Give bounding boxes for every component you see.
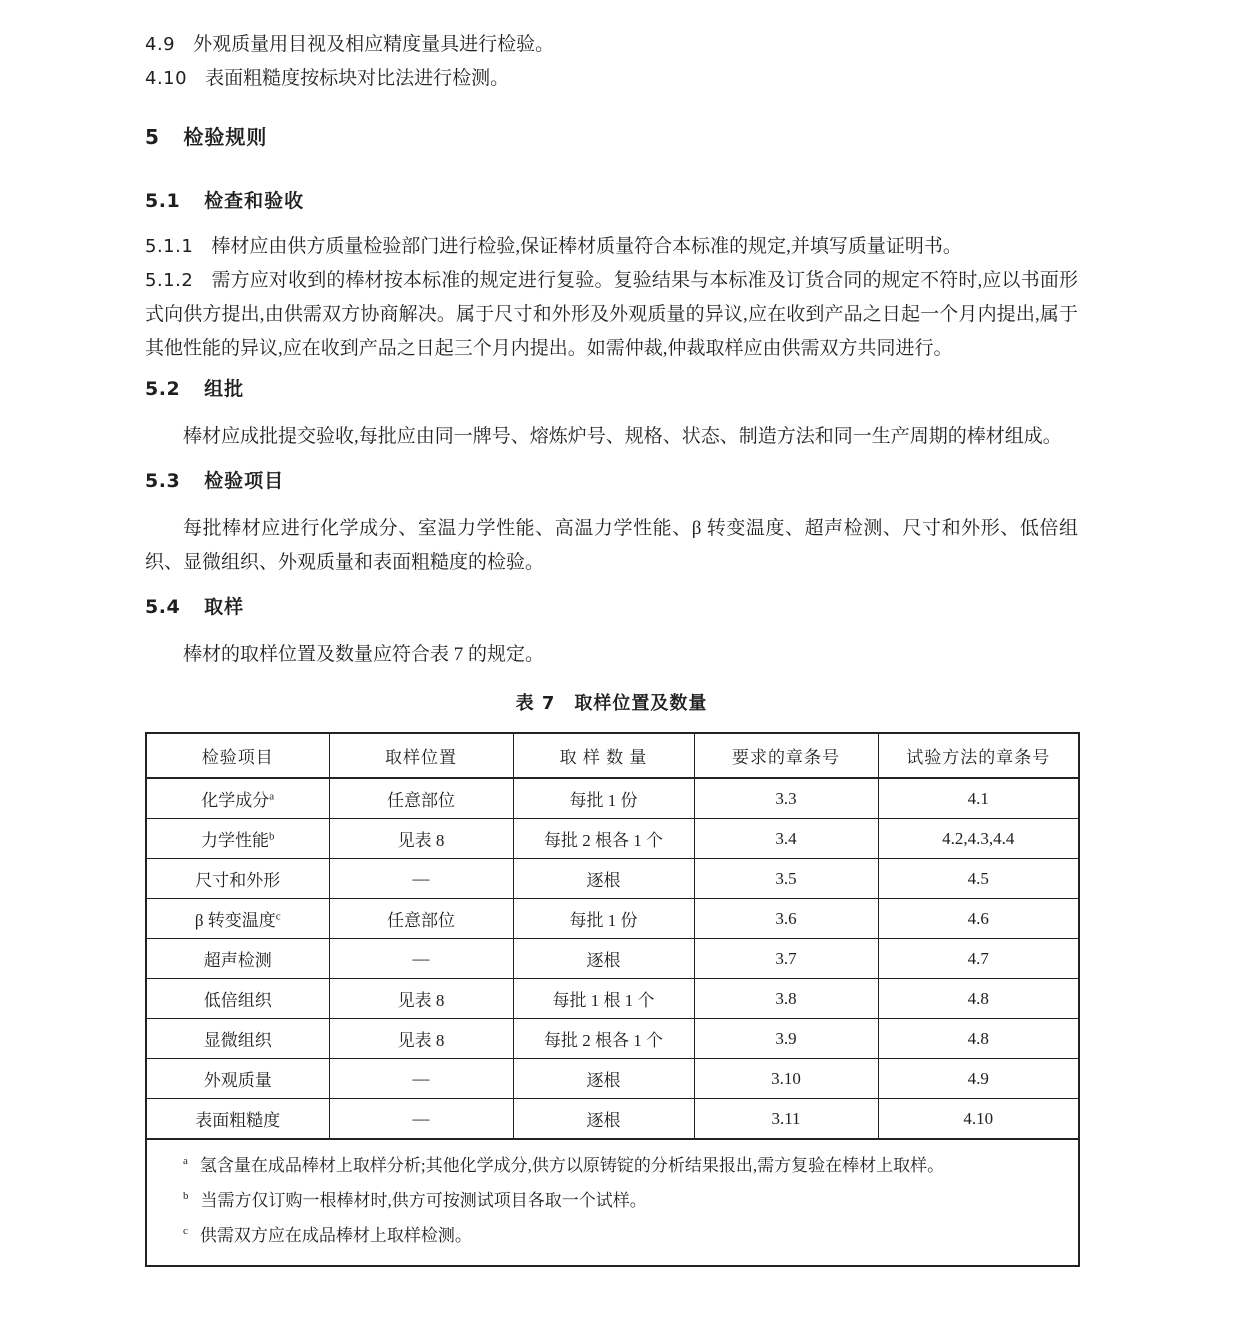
cell-method: 4.5	[878, 859, 1079, 899]
col-header-item: 检验项目	[146, 733, 329, 778]
cell-item: 外观质量	[146, 1059, 329, 1099]
cell-position: —	[329, 859, 513, 899]
cell-position: —	[329, 1059, 513, 1099]
cell-quantity: 逐根	[513, 939, 694, 979]
heading-title: 组批	[204, 378, 245, 400]
para-5-4: 棒材的取样位置及数量应符合表 7 的规定。	[183, 644, 545, 665]
cell-item: 低倍组织	[146, 979, 329, 1019]
table-row	[146, 979, 1079, 1019]
cell-quantity: 逐根	[513, 1099, 694, 1140]
col-header-quantity: 取 样 数 量	[513, 733, 694, 778]
heading-number: 5.2	[145, 378, 181, 400]
cell-item: 化学成分$^a$	[146, 778, 329, 819]
table-header-row	[146, 733, 1079, 778]
footnote-ref: c	[275, 910, 281, 923]
heading-number: 5	[145, 125, 160, 149]
cell-quantity: 逐根	[513, 859, 694, 899]
table-row	[146, 819, 1079, 859]
heading-number: 5.4	[145, 596, 181, 618]
section-heading-5-4	[145, 592, 1078, 622]
cell-position: 见表 8	[329, 819, 513, 859]
clause-number: 4.10	[145, 68, 188, 89]
table-row	[146, 939, 1079, 979]
heading-number: 5.1	[145, 190, 181, 212]
cell-method: 4.6	[878, 899, 1079, 939]
cell-requirement: 3.10	[694, 1059, 878, 1099]
cell-item: 尺寸和外形	[146, 859, 329, 899]
heading-title: 检验项目	[204, 470, 285, 492]
footnote-b	[183, 1183, 1060, 1218]
cell-item: 显微组织	[146, 1019, 329, 1059]
cell-item: 表面粗糙度	[146, 1099, 329, 1140]
table-row	[146, 899, 1079, 939]
cell-item: β 转变温度$^c$	[146, 899, 329, 939]
col-header-requirement: 要求的章条号	[694, 733, 878, 778]
document-page	[145, 28, 1078, 1267]
cell-position: 任意部位	[329, 899, 513, 939]
table-row	[146, 1099, 1079, 1140]
section-heading-5-1	[145, 186, 1078, 216]
clause-text: 表面粗糙度按标块对比法进行检测。	[205, 68, 510, 89]
heading-title: 检验规则	[183, 125, 268, 149]
clause-text: 外观质量用目视及相应精度量具进行检验。	[193, 34, 555, 55]
cell-quantity: 每批 1 份	[513, 778, 694, 819]
heading-title: 取样	[204, 596, 245, 618]
cell-item: 力学性能$^b$	[146, 819, 329, 859]
cell-method: 4.1	[878, 778, 1079, 819]
cell-quantity: 每批 1 份	[513, 899, 694, 939]
col-header-method: 试验方法的章条号	[878, 733, 1079, 778]
para-5-2: 棒材应成批提交验收,每批应由同一牌号、熔炼炉号、规格、状态、制造方法和同一生产周期的棒材组成。	[183, 426, 1062, 447]
cell-position: 任意部位	[329, 778, 513, 819]
para-5-3: 每批棒材应进行化学成分、室温力学性能、高温力学性能、β 转变温度、超声检测、尺寸和外形、低倍组织、显微组织、外观质量和表面粗糙度的检验。	[145, 518, 1078, 573]
cell-method: 4.9	[878, 1059, 1079, 1099]
section-heading-5	[145, 122, 1078, 152]
cell-requirement: 3.6	[694, 899, 878, 939]
cell-quantity: 每批 2 根各 1 个	[513, 819, 694, 859]
footnote-text: 氢含量在成品棒材上取样分析;其他化学成分,供方以原铸锭的分析结果报出,需方复验在棒材上取样。	[199, 1156, 945, 1175]
table-footnotes	[146, 1139, 1079, 1266]
table-row	[146, 859, 1079, 899]
cell-item: 超声检测	[146, 939, 329, 979]
clause-number: 5.1.2	[145, 270, 194, 291]
clause-4-9	[145, 28, 1078, 62]
cell-quantity: 每批 2 根各 1 个	[513, 1019, 694, 1059]
clause-text: 需方应对收到的棒材按本标准的规定进行复验。复验结果与本标准及订货合同的规定不符时,应以书面形式向供方提出,由供需双方协商解决。属于尺寸和外形及外观质量的异议,应在收到产品之日起一个月内提出,属于其他性能的异议,应在收到产品之日起三个月内提出。如需仲裁,仲裁取样应由供需双方共同进行。	[145, 270, 1078, 359]
table-row	[146, 1019, 1079, 1059]
cell-requirement: 3.11	[694, 1099, 878, 1140]
table-row	[146, 778, 1079, 819]
cell-quantity: 逐根	[513, 1059, 694, 1099]
cell-quantity: 每批 1 根 1 个	[513, 979, 694, 1019]
footnote-ref: b	[269, 830, 275, 843]
footnote-marker: b	[183, 1190, 189, 1203]
heading-number: 5.3	[145, 470, 181, 492]
cell-requirement: 3.3	[694, 778, 878, 819]
clause-number: 4.9	[145, 34, 176, 55]
footnote-c	[183, 1218, 1060, 1253]
section-heading-5-3	[145, 466, 1078, 496]
cell-position: —	[329, 1099, 513, 1140]
footnote-marker: a	[183, 1155, 188, 1168]
footnote-ref: a	[269, 790, 275, 803]
heading-title: 检查和验收	[204, 190, 305, 212]
cell-position: 见表 8	[329, 1019, 513, 1059]
section-heading-5-2	[145, 374, 1078, 404]
cell-method: 4.10	[878, 1099, 1079, 1140]
cell-method: 4.8	[878, 979, 1079, 1019]
table-footnotes-row	[146, 1139, 1079, 1266]
cell-position: —	[329, 939, 513, 979]
clause-4-10	[145, 62, 1078, 96]
cell-method: 4.2,4.3,4.4	[878, 819, 1079, 859]
clause-text: 棒材应由供方质量检验部门进行检验,保证棒材质量符合本标准的规定,并填写质量证明书。	[211, 236, 962, 257]
cell-requirement: 3.7	[694, 939, 878, 979]
clause-5-1-2	[145, 264, 1078, 366]
col-header-position: 取样位置	[329, 733, 513, 778]
cell-requirement: 3.8	[694, 979, 878, 1019]
cell-position: 见表 8	[329, 979, 513, 1019]
cell-requirement: 3.5	[694, 859, 878, 899]
footnote-marker: c	[183, 1225, 188, 1238]
table7	[145, 732, 1080, 1267]
clause-number: 5.1.1	[145, 236, 194, 257]
cell-requirement: 3.4	[694, 819, 878, 859]
table-row	[146, 1059, 1079, 1099]
footnote-text: 供需双方应在成品棒材上取样检测。	[199, 1226, 472, 1245]
footnote-a	[183, 1148, 1060, 1183]
cell-method: 4.8	[878, 1019, 1079, 1059]
footnote-text: 当需方仅订购一根棒材时,供方可按测试项目各取一个试样。	[200, 1191, 647, 1210]
cell-requirement: 3.9	[694, 1019, 878, 1059]
clause-5-1-1	[145, 230, 1078, 264]
cell-method: 4.7	[878, 939, 1079, 979]
table-caption: 表 7 取样位置及数量	[515, 693, 708, 714]
